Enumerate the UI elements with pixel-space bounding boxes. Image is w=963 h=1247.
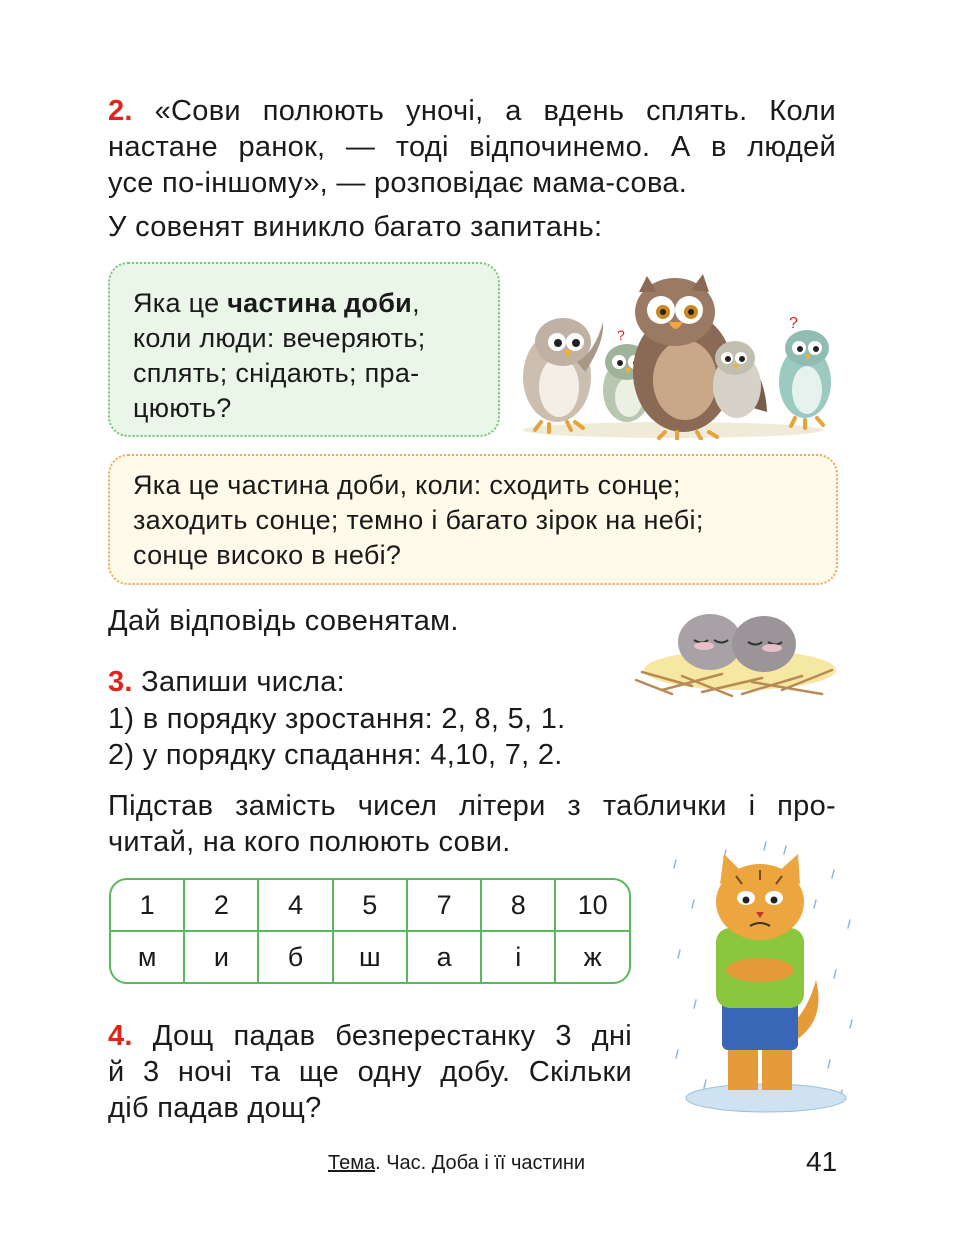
svg-text:?: ? <box>617 327 625 343</box>
question2-line-3: сонце високо в небі? <box>133 540 402 570</box>
table-cell: ш <box>334 932 408 982</box>
table-cell: б <box>259 932 333 982</box>
table-row-letters <box>111 932 629 982</box>
footer-topic-label: Тема <box>328 1152 376 1174</box>
table-cell: ж <box>583 941 602 972</box>
task4-line-1: Дощ падав безперестанку 3 дні <box>152 1020 632 1052</box>
svg-text:?: ? <box>789 315 798 332</box>
question1-line-1: Яка це частина доби, <box>133 288 420 318</box>
question1-line-4: цюють? <box>133 393 232 423</box>
task4-line-3: діб падав дощ? <box>108 1092 322 1124</box>
task3-item-2: 2) у порядку спадання: 4,10, 7, 2. <box>108 739 563 771</box>
question-box-green <box>108 262 500 437</box>
task3-number: 3. <box>108 666 133 698</box>
cat-in-rain-illustration <box>666 840 860 1115</box>
task3-title: Запиши числа: <box>141 666 346 698</box>
table-cell: і <box>482 932 556 982</box>
owl-middle-right <box>713 341 761 418</box>
task2-text <box>108 93 836 201</box>
table-cell: 4 <box>259 880 333 932</box>
owl-left <box>523 318 603 432</box>
table-cell: и <box>185 932 259 982</box>
task4-line-2: й 3 ночі та ще одну добу. Скільки <box>108 1056 632 1088</box>
table-cell: 2 <box>185 880 259 932</box>
table-cell: 10 <box>556 880 629 932</box>
table-cell: 1 <box>111 880 185 932</box>
table-cell: м <box>111 932 185 982</box>
question-box-yellow <box>108 454 838 585</box>
table-cell: 7 <box>408 880 482 932</box>
question2-line-1: Яка це частина доби, коли: сходить сонце; <box>133 470 681 500</box>
page-footer <box>328 1152 585 1175</box>
task2-line-2: настане ранок, — тоді відпочинемо. А в людей <box>108 131 836 163</box>
task2-number: 2. <box>108 95 133 127</box>
substitute-line-2: читай, на кого полюють сови. <box>108 826 511 858</box>
question1-line-3: сплять; снідають; пра- <box>133 358 420 388</box>
table-cell: 8 <box>482 880 556 932</box>
question1-line-2: коли люди: вечеряють; <box>133 323 426 353</box>
table-row-numbers <box>111 880 629 932</box>
task4-number: 4. <box>108 1020 133 1052</box>
owl-right <box>779 315 831 428</box>
page-number: 41 <box>806 1146 838 1177</box>
substitute-line-1: Підстав замість чисел літери з таблички і про- <box>108 790 836 822</box>
task3-title-line <box>108 664 836 700</box>
owl-family-illustration <box>505 262 840 440</box>
table-cell: 5 <box>334 880 408 932</box>
question1-bold: частина доби <box>227 288 413 318</box>
task2-line-1: «Сови полюють уночі, а вдень сплять. Коли <box>154 95 836 127</box>
number-letter-table <box>109 878 631 984</box>
footer-topic-text: . Час. Доба і її частини <box>375 1152 586 1174</box>
answer-prompt: Дай відповідь совенятам. <box>108 605 459 637</box>
question2-line-2: заходить сонце; темно і багато зірок на небі; <box>133 505 704 535</box>
task4-text <box>108 1018 632 1126</box>
task2-line-3: усе по-іншому», — розповідає мама-сова. <box>108 167 688 199</box>
task2-intro: У совенят виникло багато запитань: <box>108 211 603 243</box>
table-cell: а <box>408 932 482 982</box>
task3-item-1: 1) в порядку зростання: 2, 8, 5, 1. <box>108 703 566 735</box>
